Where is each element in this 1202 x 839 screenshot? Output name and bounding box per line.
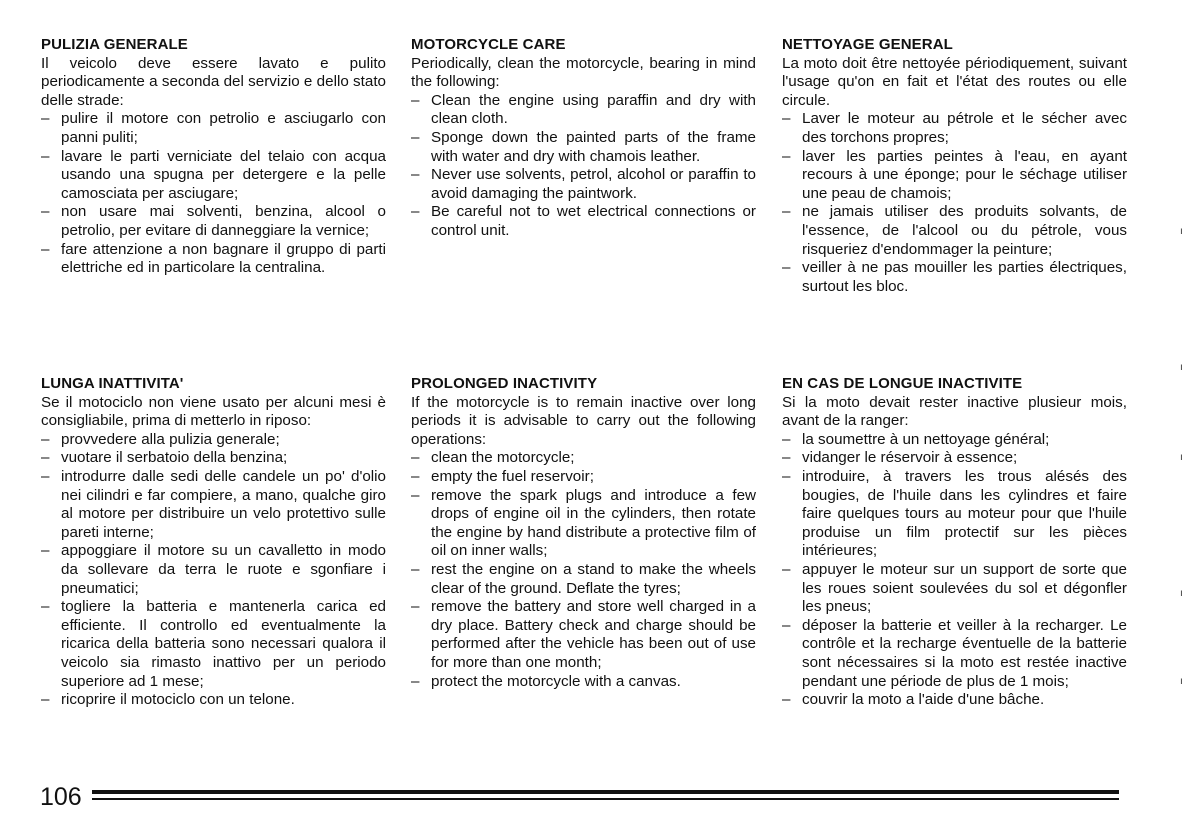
list-item: – remove the battery and store well charged in a dry place. Battery check and charge should be performed after the vehicle has been out of use for more than one month;	[411, 598, 756, 672]
scan-mark: ı	[1180, 362, 1183, 373]
section-it-cleaning	[41, 36, 386, 278]
list-item: – Sponge down the painted parts of the frame with water and dry with chamois leather.	[411, 129, 756, 166]
list-item: – provvedere alla pulizia generale;	[41, 431, 386, 450]
section-intro: Si la moto devait rester inactive plusieur mois, avant de la ranger:	[782, 393, 1127, 430]
list-item: – veiller à ne pas mouiller les parties électriques, surtout les bloc.	[782, 259, 1127, 296]
list-item: – Be careful not to wet electrical connections or control unit.	[411, 203, 756, 240]
list-item: – laver les parties peintes à l'eau, en ayant recours à une éponge; pour le séchage utiliser une peau de chamois;	[782, 148, 1127, 204]
scan-mark: ı	[1180, 588, 1183, 599]
section-intro: Il veicolo deve essere lavato e pulito periodicamente a seconda del servizio e dello stato delle strade:	[41, 54, 386, 109]
list-item: – remove the spark plugs and introduce a few drops of engine oil in the cylinders, then rotate the engine by hand distribute a protective film of oil on inner walls;	[411, 487, 756, 561]
bullet-list	[411, 92, 756, 241]
footer-rule-thick	[92, 790, 1119, 794]
list-item: – ne jamais utiliser des produits solvants, de l'essence, de l'alcool ou du pétrole, vous risqueriez d'endommager la peinture;	[782, 203, 1127, 259]
bullet-list	[41, 431, 386, 710]
list-item: – introduire, à travers les trous alésés des bougies, de l'huile dans les cylindres et faire faire quelques tours au moteur pour que l'huile produise un film protectif sur les pièces intérieures;	[782, 468, 1127, 561]
bullet-list	[41, 110, 386, 277]
section-title: NETTOYAGE GENERAL	[782, 36, 953, 53]
section-fr-cleaning	[782, 36, 1127, 296]
list-item: – fare attenzione a non bagnare il gruppo di parti elettriche ed in particolare la centralina.	[41, 241, 386, 278]
section-fr-inactivity	[782, 375, 1127, 710]
section-title: PULIZIA GENERALE	[41, 36, 188, 53]
scan-mark: ı	[1180, 452, 1183, 463]
section-it-inactivity	[41, 375, 386, 710]
list-item: – déposer la batterie et veiller à la recharger. Le contrôle et la recharge éventuelle de la batterie sont nécessaires si la moto est restée inactive pendant une période de plus de 1 mois;	[782, 617, 1127, 691]
list-item: – appoggiare il motore su un cavalletto in modo da sollevare da terra le ruote e sgonfiare i pneumatici;	[41, 542, 386, 598]
list-item: – empty the fuel reservoir;	[411, 468, 756, 487]
list-item: – vidanger le réservoir à essence;	[782, 449, 1127, 468]
section-title: LUNGA INATTIVITA'	[41, 375, 184, 392]
list-item: – Laver le moteur au pétrole et le sécher avec des torchons propres;	[782, 110, 1127, 147]
list-item: – ricoprire il motociclo con un telone.	[41, 691, 386, 710]
list-item: – la soumettre à un nettoyage général;	[782, 431, 1127, 450]
section-title: PROLONGED INACTIVITY	[411, 375, 598, 392]
list-item: – Clean the engine using paraffin and dry with clean cloth.	[411, 92, 756, 129]
list-item: – protect the motorcycle with a canvas.	[411, 673, 756, 692]
list-item: – rest the engine on a stand to make the wheels clear of the ground. Deflate the tyres;	[411, 561, 756, 598]
scan-mark: ı	[1180, 676, 1183, 687]
list-item: – lavare le parti verniciate del telaio con acqua usando una spugna per detergere e la pelle camosciata per asciugare;	[41, 148, 386, 204]
list-item: – clean the motorcycle;	[411, 449, 756, 468]
page-number: 106	[40, 783, 82, 811]
section-intro: Periodically, clean the motorcycle, bearing in mind the following:	[411, 54, 756, 91]
list-item: – couvrir la moto a l'aide d'une bâche.	[782, 691, 1127, 710]
list-item: – Never use solvents, petrol, alcohol or paraffin to avoid damaging the paintwork.	[411, 166, 756, 203]
section-intro: If the motorcycle is to remain inactive over long periods it is advisable to carry out the following operations:	[411, 393, 756, 448]
section-en-inactivity	[411, 375, 756, 691]
list-item: – togliere la batteria e mantenerla carica ed efficiente. Il controllo ed eventualmente la ricarica della batteria sono necessari qualora il veicolo sia rimasto inattivo per un periodo superiore ad 1 mese;	[41, 598, 386, 691]
list-item: – introdurre dalle sedi delle candele un po' d'olio nei cilindri e far compiere, a mano, qualche giro al motore per distribuire un velo protettivo sulle pareti interne;	[41, 468, 386, 542]
section-intro: Se il motociclo non viene usato per alcuni mesi è consigliabile, prima di metterlo in riposo:	[41, 393, 386, 430]
list-item: – appuyer le moteur sur un support de sorte que les roues soient soulevées du sol et dégonfler les pneus;	[782, 561, 1127, 617]
section-en-cleaning	[411, 36, 756, 241]
bullet-list	[411, 449, 756, 691]
scan-mark: ı	[1180, 226, 1183, 237]
list-item: – pulire il motore con petrolio e asciugarlo con panni puliti;	[41, 110, 386, 147]
list-item: – vuotare il serbatoio della benzina;	[41, 449, 386, 468]
bullet-list	[782, 110, 1127, 296]
section-intro: La moto doit être nettoyée périodiquement, suivant l'usage qu'on en fait et l'état des routes ou elle circule.	[782, 54, 1127, 109]
bullet-list	[782, 431, 1127, 710]
list-item: – non usare mai solventi, benzina, alcool o petrolio, per evitare di danneggiare la vernice;	[41, 203, 386, 240]
section-title: EN CAS DE LONGUE INACTIVITE	[782, 375, 1023, 392]
section-title: MOTORCYCLE CARE	[411, 36, 566, 53]
footer-rule-thin	[92, 798, 1119, 800]
